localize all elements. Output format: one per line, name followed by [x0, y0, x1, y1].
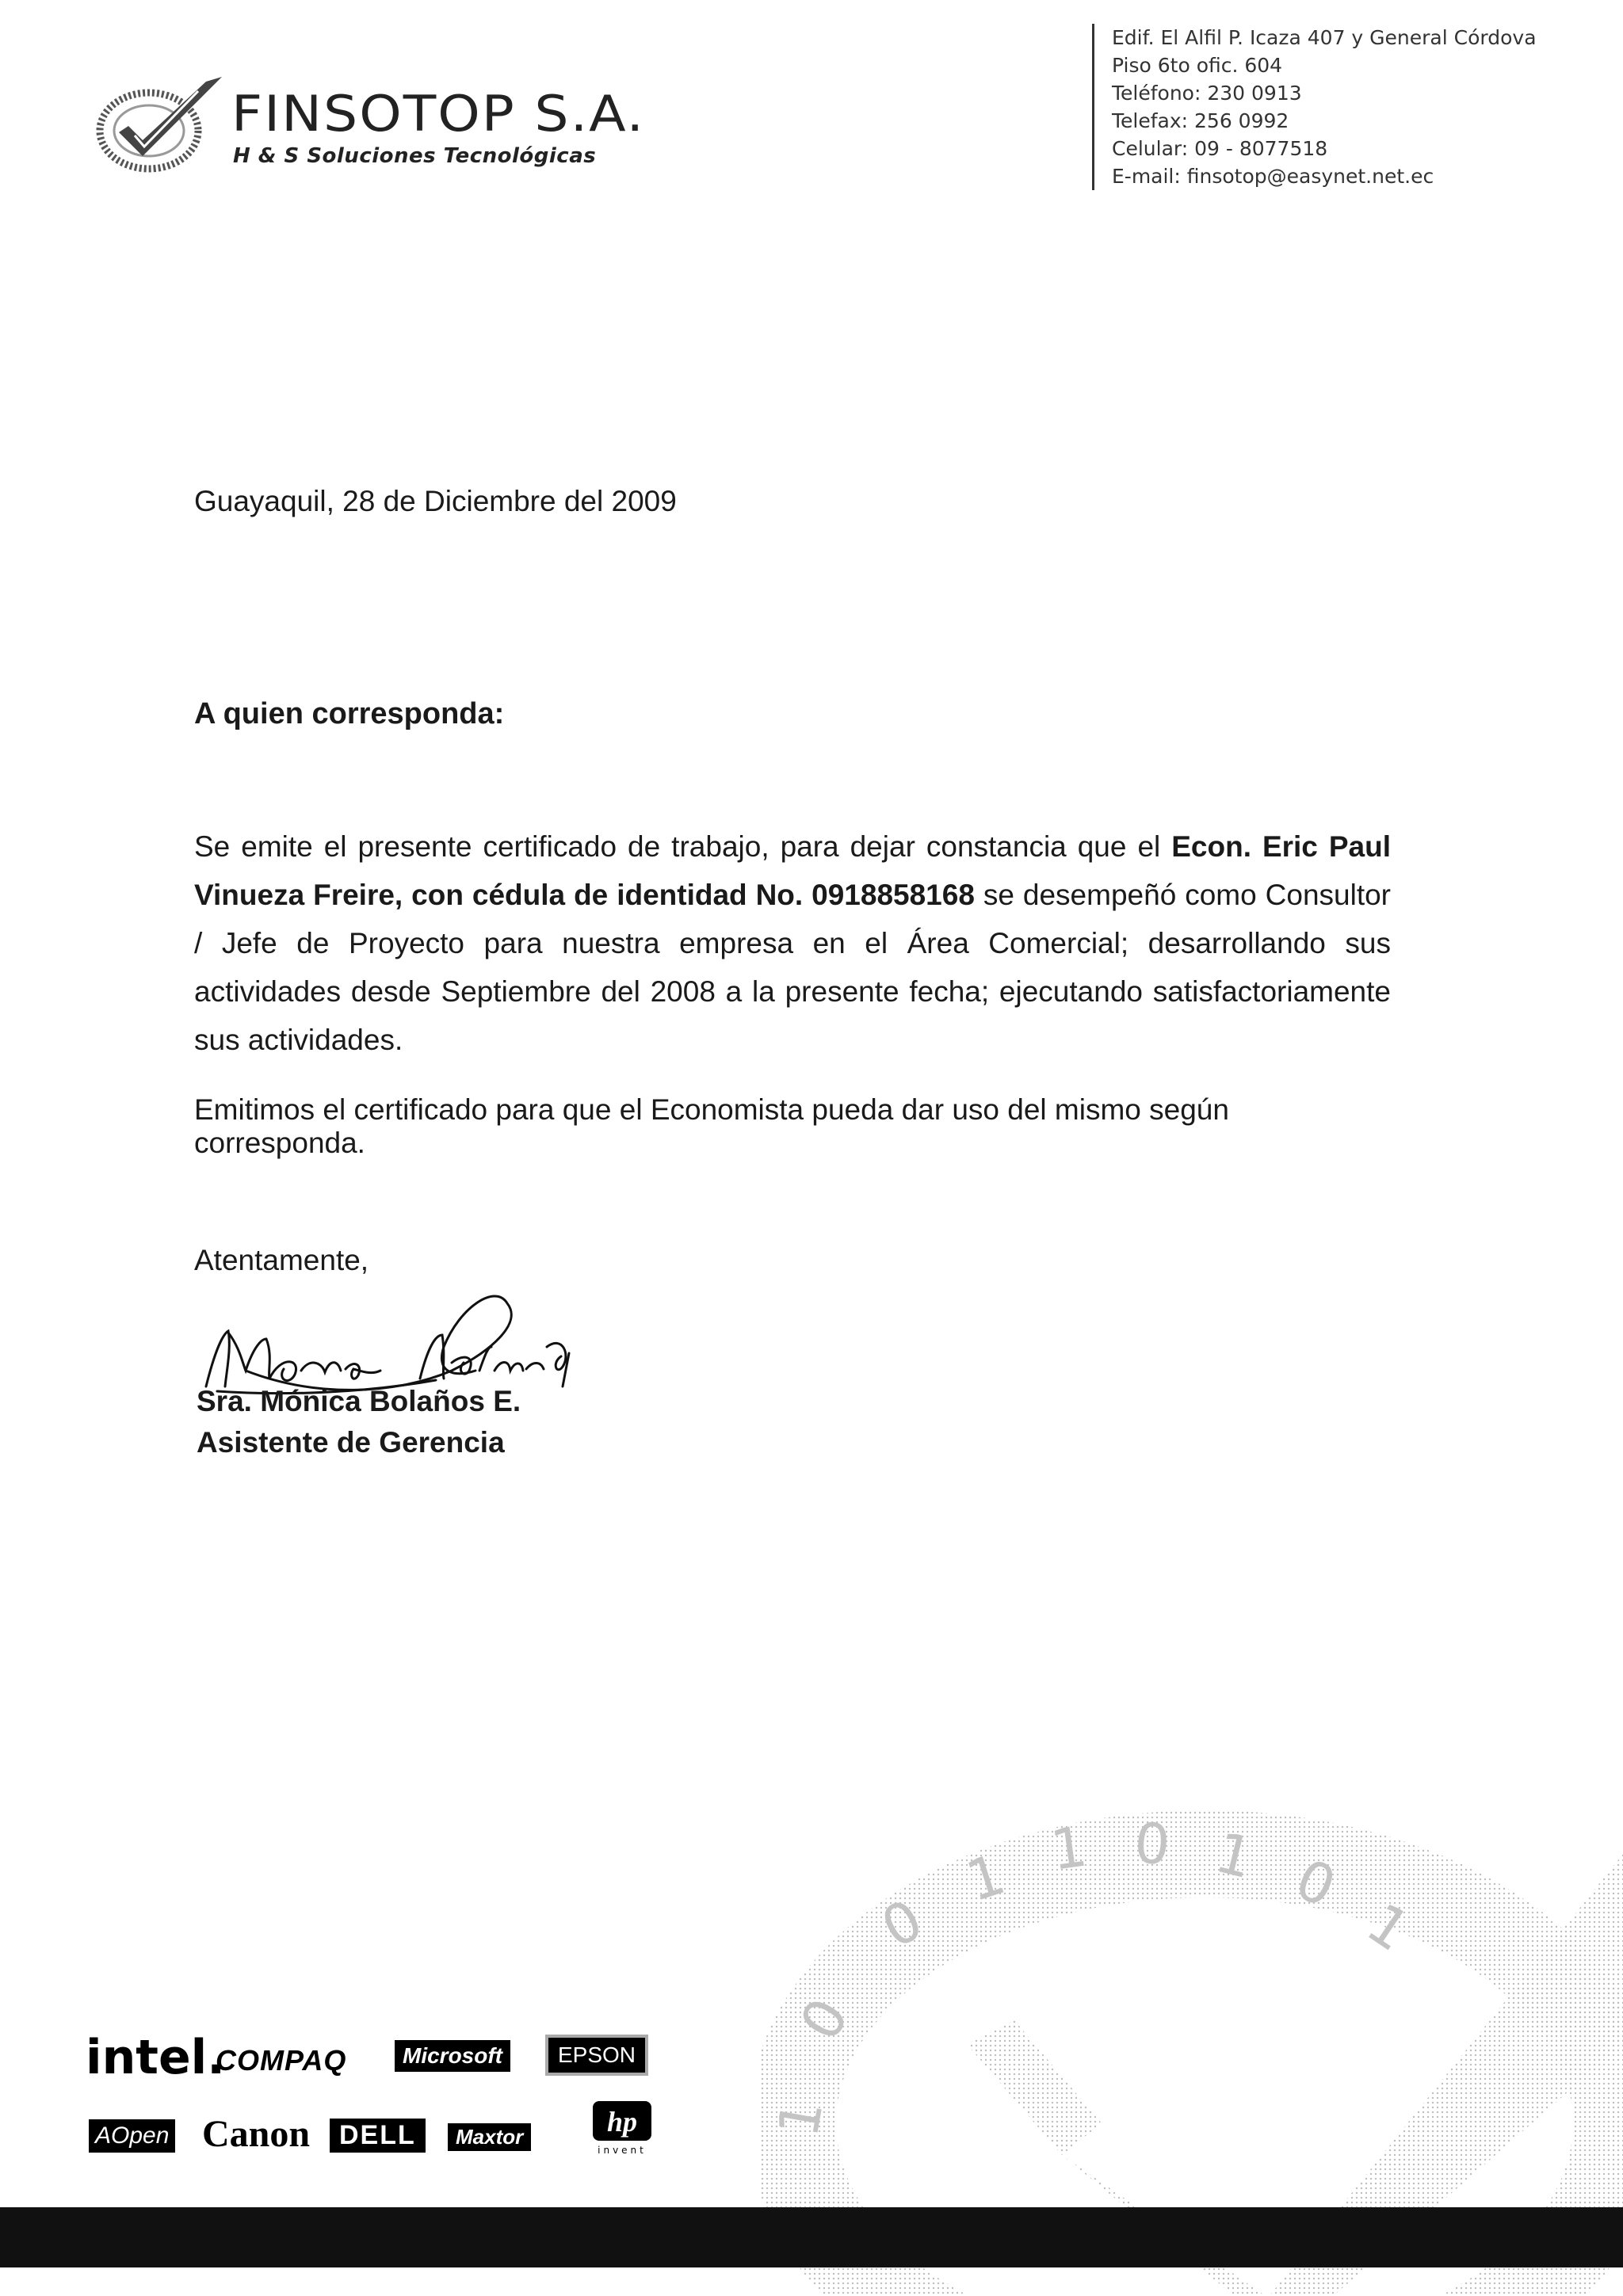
- office-line: Piso 6to ofic. 604: [1112, 54, 1283, 77]
- company-tagline: H & S Soluciones Tecnológicas: [233, 144, 597, 168]
- compaq-logo: COMPAQ: [216, 2044, 347, 2077]
- company-logo-icon: [87, 67, 230, 186]
- dell-logo: DELL: [330, 2119, 426, 2153]
- footer-bar: [0, 2207, 1623, 2267]
- letter-date: Guayaquil, 28 de Diciembre del 2009: [194, 485, 677, 517]
- svg-text:1: 1: [765, 2095, 836, 2142]
- svg-text:0: 0: [787, 1987, 861, 2051]
- epson-logo: EPSON: [545, 2035, 648, 2076]
- employee-identity: Econ. Eric Paul Vinueza Freire, con cédula de identidad No. 0918858168: [194, 830, 1392, 911]
- certificate-paragraph: [194, 822, 1391, 1064]
- svg-text:0: 0: [1286, 1846, 1346, 1920]
- svg-text:hp: hp: [606, 2106, 638, 2138]
- salutation: A quien corresponda:: [194, 697, 505, 730]
- closing: Atentamente,: [194, 1244, 369, 1276]
- contact-info: [1092, 24, 1579, 190]
- canon-logo: Canon: [202, 2113, 311, 2155]
- svg-text:1: 1: [958, 1841, 1013, 1915]
- svg-text:0: 0: [871, 1886, 934, 1962]
- signer-title: Asistente de Gerencia: [197, 1426, 505, 1459]
- intel-logo: intel.: [86, 2030, 226, 2085]
- aopen-logo: AOpen: [89, 2119, 175, 2153]
- signer-name: Sra. Mónica Bolaños E.: [197, 1385, 521, 1417]
- svg-text:1: 1: [1355, 1890, 1422, 1965]
- microsoft-logo: Microsoft: [395, 2040, 510, 2072]
- body-rest: se desempeñó como Consultor / Jefe de Proyecto para nuestra empresa en el Área Comercial; desarrollando sus actividades desde Septiembre del 2008 a la presente fecha; ejecutando satisfactoriamente sus actividades.: [194, 879, 1391, 1056]
- email-line: E-mail: finsotop@easynet.net.ec: [1112, 165, 1434, 188]
- company-name: FINSOTOP S.A.: [231, 86, 646, 143]
- svg-text:1: 1: [1209, 1819, 1259, 1892]
- mobile-line: Celular: 09 - 8077518: [1112, 137, 1328, 160]
- hp-logo-icon: [586, 2101, 658, 2157]
- svg-text:0: 0: [1132, 1810, 1172, 1878]
- svg-text:1: 1: [1046, 1814, 1091, 1883]
- phone-line: Teléfono: 230 0913: [1112, 82, 1302, 105]
- svg-text:invent: invent: [598, 2145, 647, 2156]
- body-intro: Se emite el presente certificado de trabajo, para dejar constancia que el: [194, 830, 1172, 863]
- address-line: Edif. El Alfil P. Icaza 407 y General Córdova: [1112, 26, 1537, 49]
- closing-paragraph: Emitimos el certificado para que el Economista pueda dar uso del mismo según corresponda.: [194, 1093, 1229, 1159]
- fax-line: Telefax: 256 0992: [1112, 109, 1289, 132]
- maxtor-logo: Maxtor: [448, 2123, 531, 2151]
